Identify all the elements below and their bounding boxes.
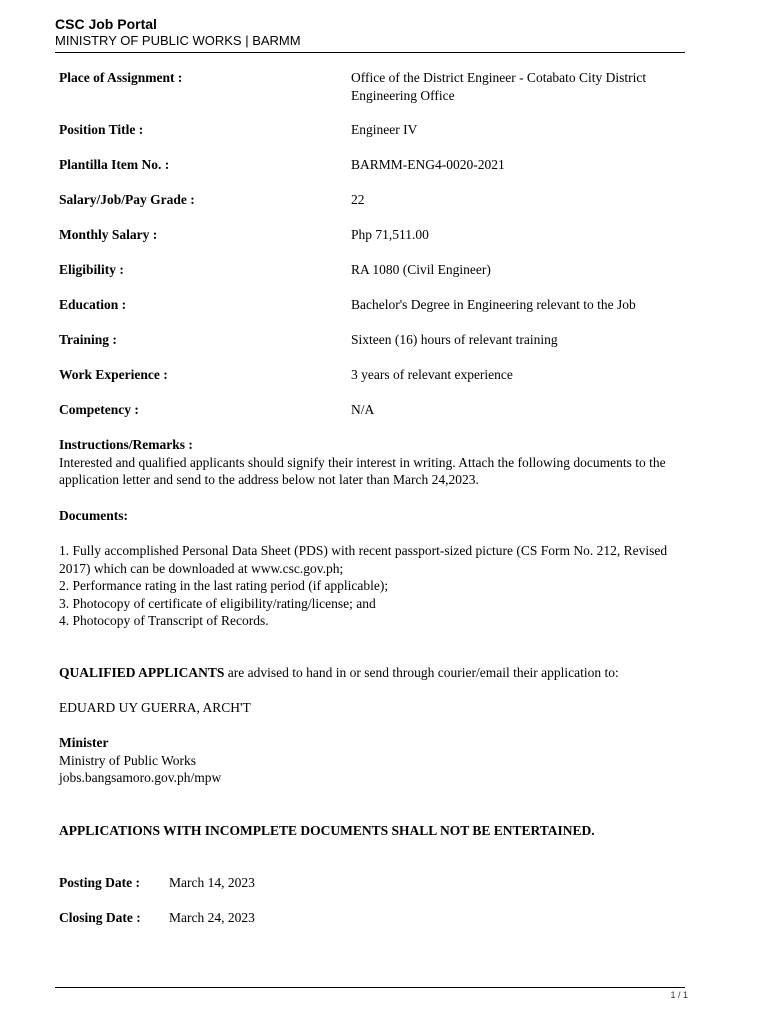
field-value: Php 71,511.00 [351, 227, 429, 242]
field-value: Sixteen (16) hours of relevant training [351, 332, 558, 347]
contact-office: Ministry of Public Works [59, 752, 197, 768]
field-label: Position Title : [59, 122, 144, 137]
ministry-subtitle: MINISTRY OF PUBLIC WORKS | BARMM [55, 33, 301, 48]
field-pay-grade [59, 191, 699, 226]
document-item: 3. Photocopy of certificate of eligibility/rating/license; and [59, 595, 376, 611]
closing-date-value: March 24, 2023 [169, 910, 255, 925]
qualified-applicants-text: are advised to hand in or send through courier/email their application to: [224, 665, 619, 680]
warning-section [59, 822, 699, 840]
contact-website: jobs.bangsamoro.gov.ph/mpw [59, 770, 222, 785]
field-value: Office of the District Engineer - Cotabato City District Engineering Office [351, 70, 647, 103]
dates-section [59, 874, 459, 944]
field-competency [59, 401, 699, 436]
closing-date-row [59, 909, 459, 944]
field-value: 3 years of relevant experience [351, 367, 513, 382]
field-training [59, 331, 699, 366]
field-label: Competency : [59, 402, 139, 417]
contact-name: EDUARD UY GUERRA, ARCH'T [59, 700, 251, 715]
field-label: Training : [59, 332, 117, 347]
documents-section [59, 507, 699, 630]
instructions-heading: Instructions/Remarks : [59, 437, 193, 452]
field-label: Education : [59, 297, 127, 312]
field-value: Engineer IV [351, 122, 418, 137]
incomplete-documents-warning: APPLICATIONS WITH INCOMPLETE DOCUMENTS SHALL NOT BE ENTERTAINED. [59, 823, 595, 838]
field-value: N/A [351, 402, 375, 417]
page-number: 1 / 1 [670, 990, 688, 1000]
field-work-experience [59, 366, 699, 401]
closing-date-label: Closing Date : [59, 910, 141, 925]
qualified-applicants-bold: QUALIFIED APPLICANTS [59, 665, 225, 680]
contact-section [59, 734, 699, 787]
field-place-of-assignment [59, 69, 699, 121]
field-label: Plantilla Item No. : [59, 157, 170, 172]
field-monthly-salary [59, 226, 699, 261]
field-value: BARMM-ENG4-0020-2021 [351, 157, 505, 172]
instructions-section [59, 436, 699, 489]
posting-date-value: March 14, 2023 [169, 875, 255, 890]
contact-name-section [59, 699, 699, 717]
field-value: 22 [351, 192, 365, 207]
contact-role: Minister [59, 735, 109, 750]
posting-date-row [59, 874, 459, 909]
posting-date-label: Posting Date : [59, 875, 140, 890]
field-label: Monthly Salary : [59, 227, 158, 242]
document-item: 1. Fully accomplished Personal Data Sheet (PDS) with recent passport-sized picture (CS Form No. 212, Revised 2017) which can be downloaded at www.csc.gov.ph; [59, 543, 668, 576]
field-plantilla-item [59, 156, 699, 191]
field-label: Work Experience : [59, 367, 168, 382]
job-fields [59, 69, 699, 436]
field-position-title [59, 121, 699, 156]
document-item: 2. Performance rating in the last rating period (if applicable); [59, 578, 389, 593]
field-value: Bachelor's Degree in Engineering relevant to the Job [351, 297, 636, 312]
field-label: Place of Assignment : [59, 70, 183, 85]
qualified-applicants-note [59, 664, 699, 682]
header-divider [55, 52, 685, 53]
portal-title: CSC Job Portal [55, 16, 157, 32]
field-label: Salary/Job/Pay Grade : [59, 192, 195, 207]
footer-divider [55, 987, 685, 988]
field-education [59, 296, 699, 331]
documents-heading: Documents: [59, 508, 128, 523]
field-eligibility [59, 261, 699, 296]
field-value: RA 1080 (Civil Engineer) [351, 262, 491, 277]
document-item: 4. Photocopy of Transcript of Records. [59, 613, 269, 628]
field-label: Eligibility : [59, 262, 124, 277]
instructions-text: Interested and qualified applicants should signify their interest in writing. Attach the following documents to the application letter and send to the address below not later than March 24,2023. [59, 454, 666, 487]
page-header [55, 16, 685, 48]
